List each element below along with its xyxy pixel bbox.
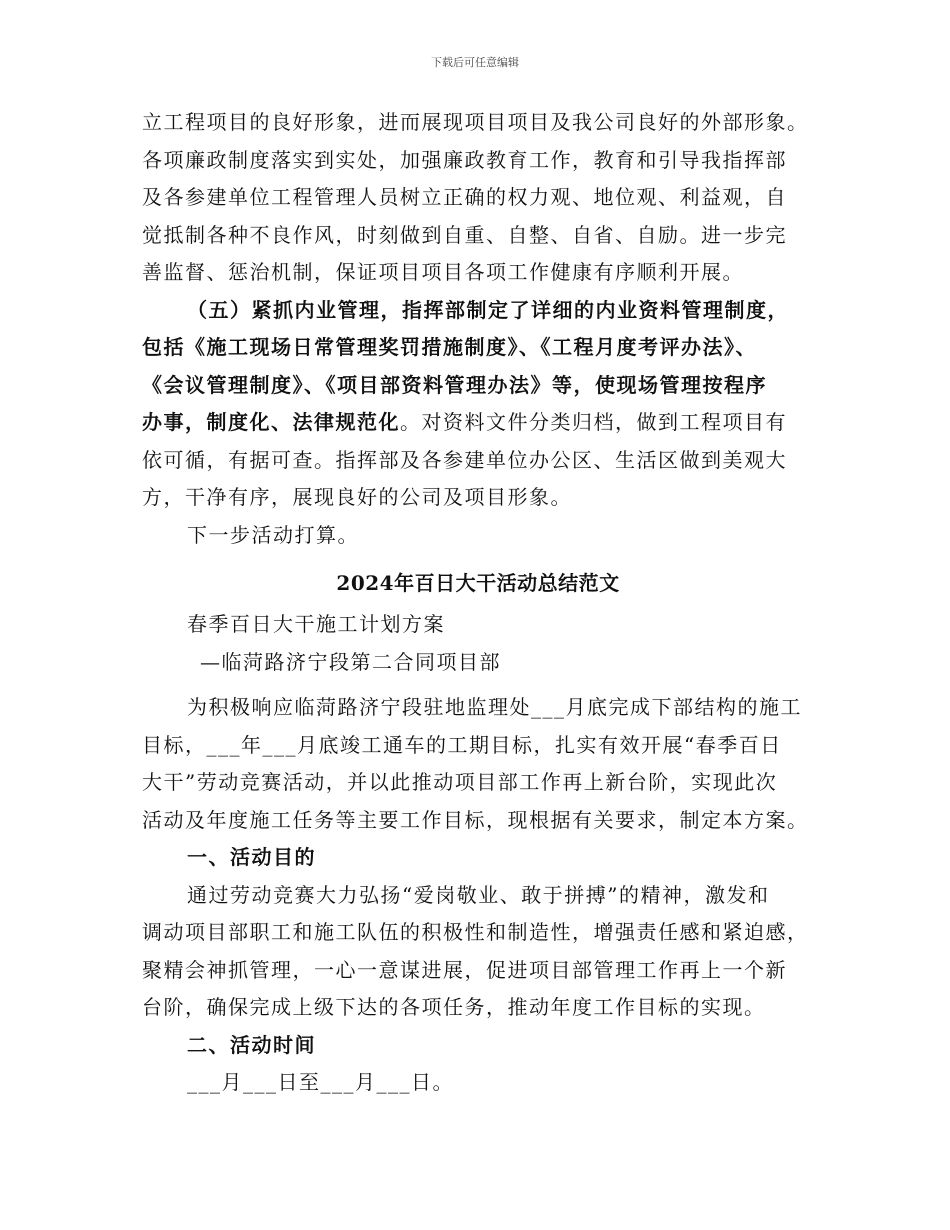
text-line: 活动及年度施工任务等主要工作目标，现根据有关要求，制定本方案。 xyxy=(142,807,809,832)
text-line: 依可循，有据可查。指挥部及各参建单位办公区、生活区做到美观大 xyxy=(142,447,787,472)
text-line-mixed xyxy=(142,404,814,442)
bold-span: 办事，制度化、法律规范化 xyxy=(142,410,400,434)
text-line: 调动项目部职工和施工队伍的积极性和制造性，增强责任感和紧迫感， xyxy=(142,920,809,944)
text-line: 及各参建单位工程管理人员树立正确的权力观、地位观、利益观，自 xyxy=(142,185,787,209)
text-line: 下一步活动打算。 xyxy=(187,522,359,547)
text-line: 为积极响应临菏路济宁段驻地监理处___月底完成下部结构的施工 xyxy=(187,695,802,719)
page-header: 下载后可任意编辑 xyxy=(431,56,519,69)
text-line: ___月___日至___月___日。 xyxy=(187,1070,454,1094)
text-line: 觉抵制各种不良作风，时刻做到自重、自整、自省、自励。进一步完 xyxy=(142,222,787,247)
text-line: 目标，___年___月底竣工通车的工期目标，扎实有效开展“春季百日 xyxy=(142,732,782,757)
text-line-bold: 包括《施工现场日常管理奖罚措施制度》、《工程月度考评办法》、 xyxy=(142,335,757,359)
section-heading: 二、活动时间 xyxy=(187,1032,316,1057)
text-line: 聚精会神抓管理，一心一意谋进展，促进项目部管理工作再上一个新 xyxy=(142,957,787,982)
normal-span: 。对资料文件分类归档，做到工程项目有 xyxy=(400,410,787,434)
text-line-bold: 《会议管理制度》、《项目部资料管理办法》等，使现场管理按程序 xyxy=(142,372,767,397)
text-line: 立工程项目的良好形象，进而展现项目项目及我公司良好的外部形象。 xyxy=(142,110,809,134)
subtitle: 春季百日大干施工计划方案 xyxy=(187,612,445,636)
text-line: 善监督、惩治机制，保证项目项目各项工作健康有序顺利开展。 xyxy=(142,260,744,284)
text-line: 台阶，确保完成上级下达的各项任务，推动年度工作目标的实现。 xyxy=(142,995,766,1019)
document-title: 2024年百日大干活动总结范文 xyxy=(336,571,620,595)
subtitle-organization: —临菏路济宁段第二合同项目部 xyxy=(200,649,501,674)
text-line: 各项廉政制度落实到实处，加强廉政教育工作，教育和引导我指挥部 xyxy=(142,147,787,172)
document-body xyxy=(142,104,814,1102)
section-heading: 一、活动目的 xyxy=(187,845,316,869)
text-line: 通过劳动竞赛大力弘扬“爱岗敬业、敢于拼搏”的精神，激发和 xyxy=(187,882,770,907)
text-line-bold: （五）紧抓内业管理，指挥部制定了详细的内业资料管理制度， xyxy=(187,297,789,322)
text-line: 方，干净有序，展现良好的公司及项目形象。 xyxy=(142,485,572,509)
text-line: 大干”劳动竞赛活动，并以此推动项目部工作再上新台阶，实现此次 xyxy=(142,770,778,794)
